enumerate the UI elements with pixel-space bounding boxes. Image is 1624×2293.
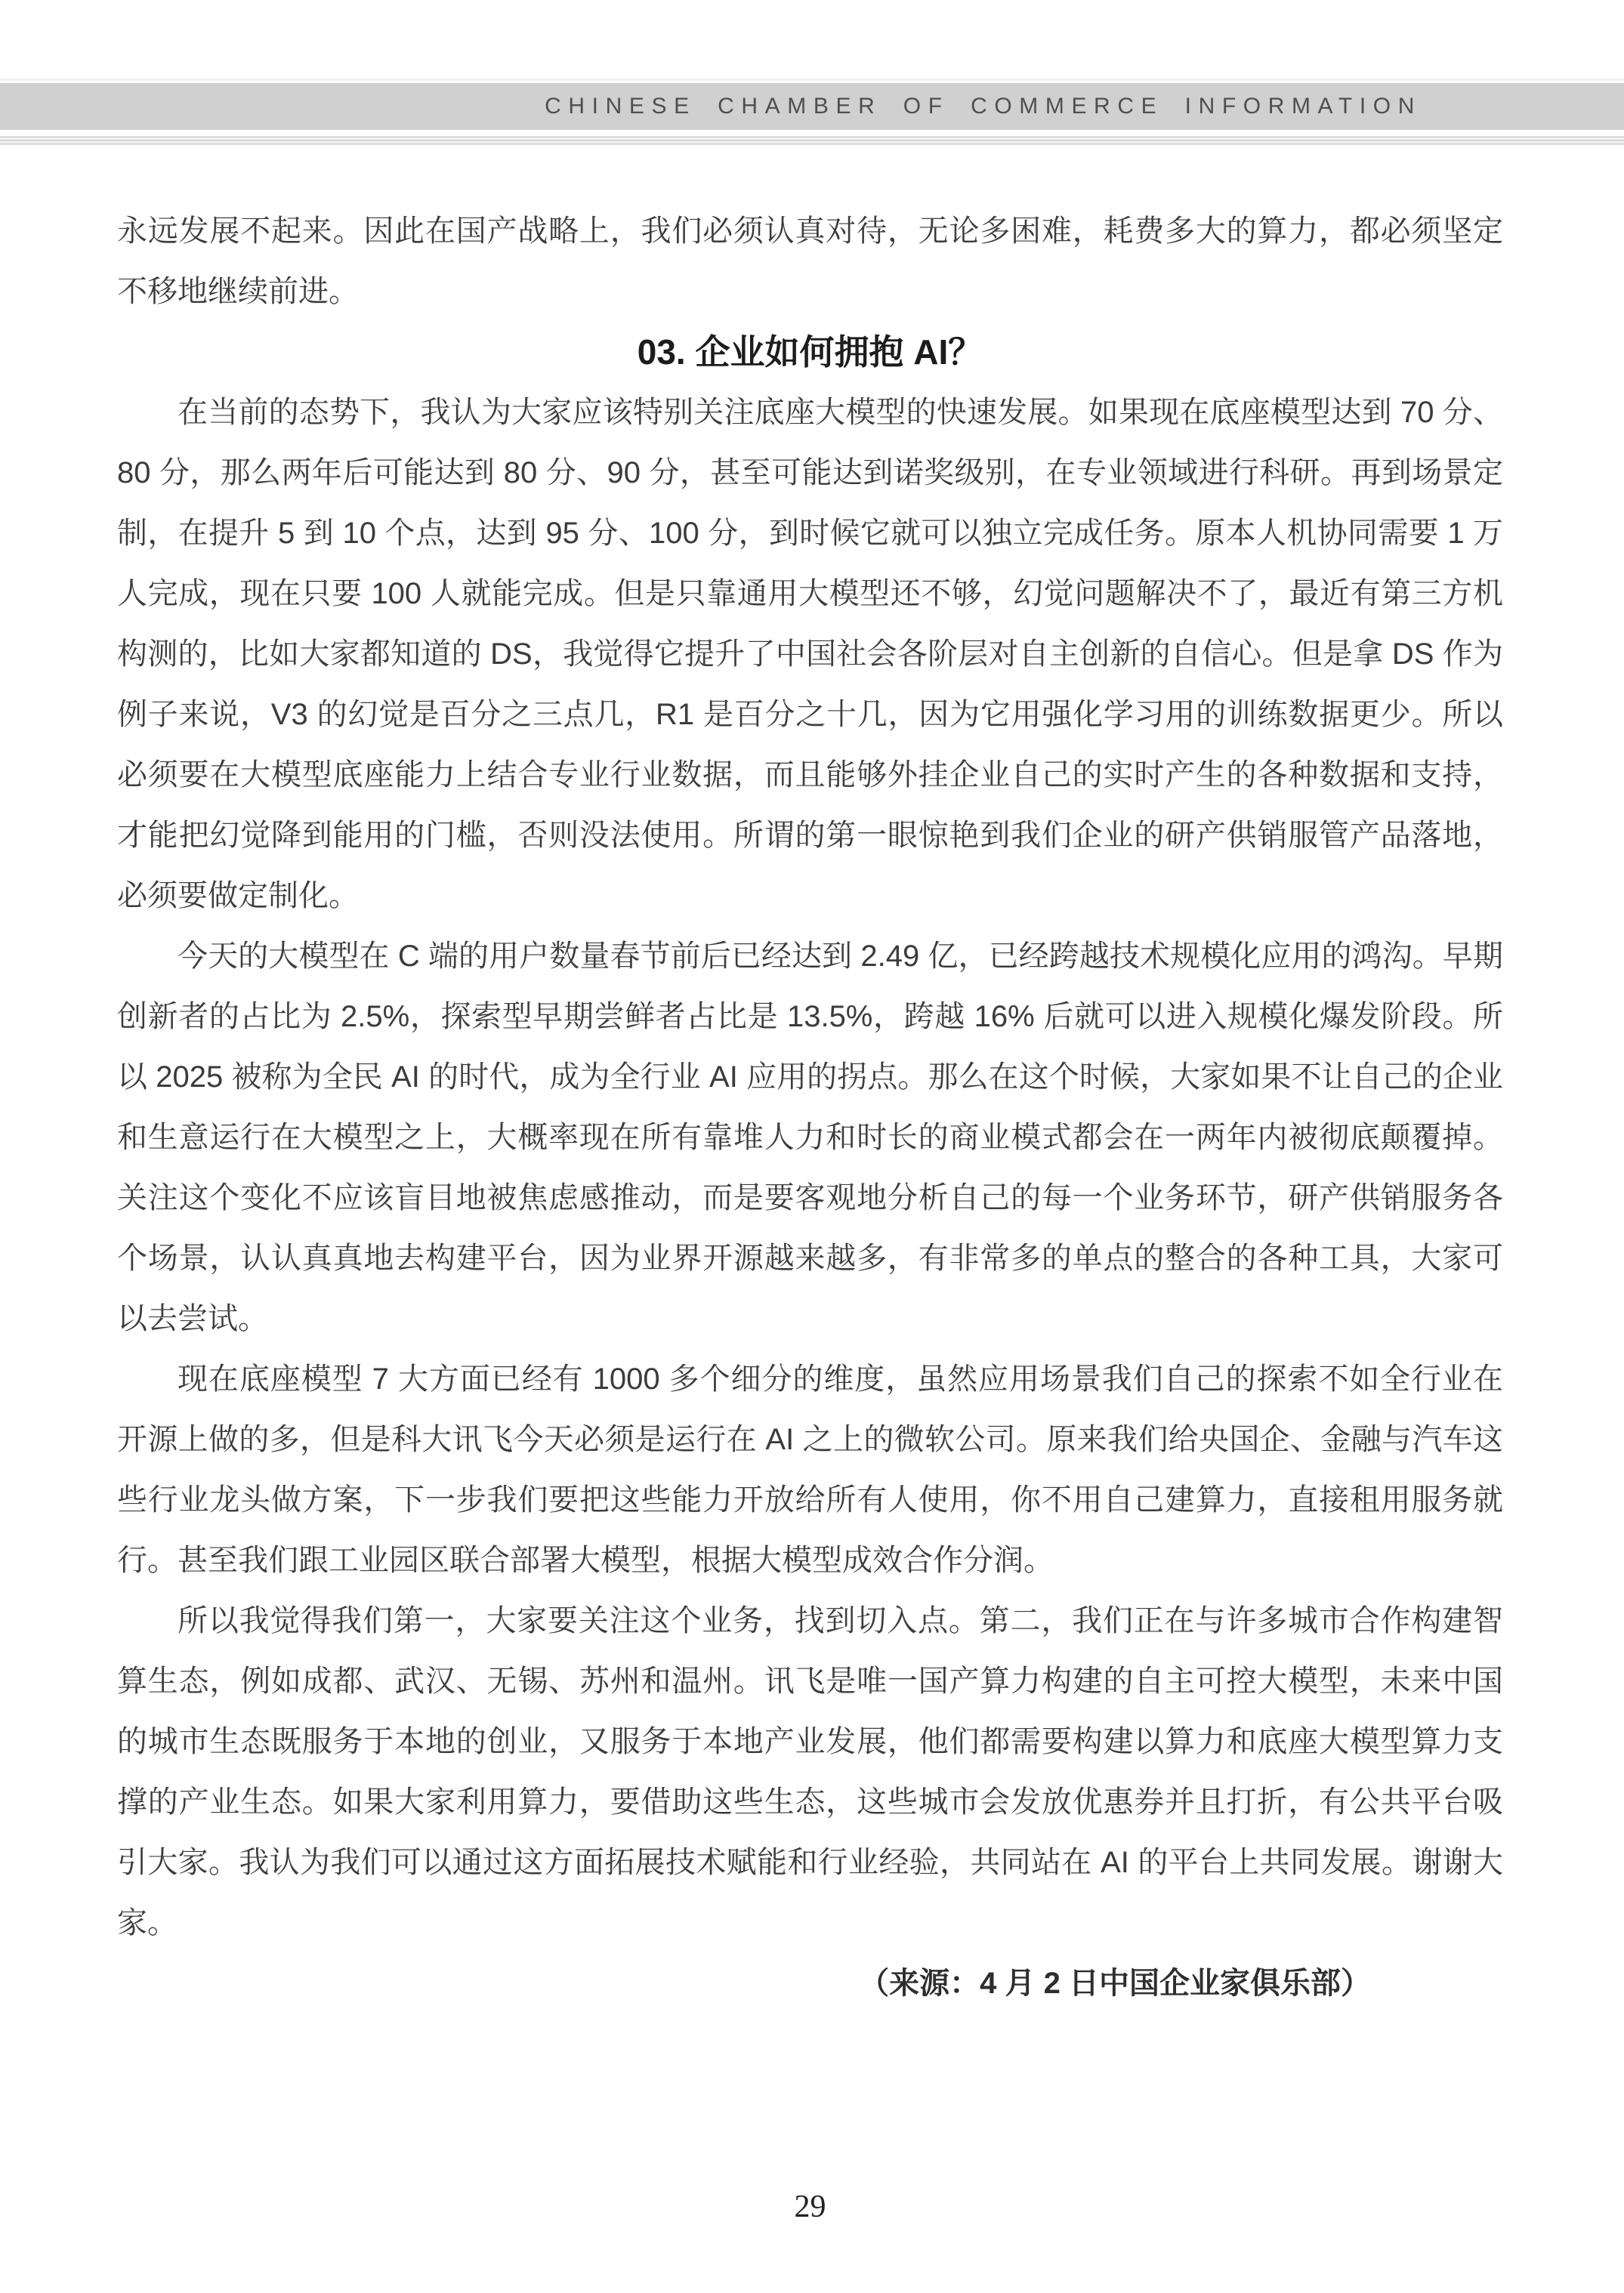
header-bottom-rules xyxy=(0,136,1624,145)
body-paragraph: 现在底座模型 7 大方面已经有 1000 多个细分的维度，虽然应用场景我们自己的探索不如全行业在开源上做的多，但是科大讯飞今天必须是运行在 AI 之上的微软公司。原来我们给央国企、金融与汽车这些行业龙头做方案，下一步我们要把这些能力开放给所有人使用，你不用自己建算力，直接租用服务就行。甚至我们跟工业园区联合部署大模型，根据大模型成效合作分润。 xyxy=(117,1363,1503,1577)
page-number: 29 xyxy=(794,2190,826,2224)
section-heading: 03. 企业如何拥抱 AI？ xyxy=(637,332,983,372)
header-band xyxy=(0,83,1624,130)
header-top-rule xyxy=(0,79,1624,81)
body-paragraph: 所以我觉得我们第一，大家要关注这个业务，找到切入点。第二，我们正在与许多城市合作构建智算生态，例如成都、武汉、无锡、苏州和温州。讯飞是唯一国产算力构建的自主可控大模型，未来中国的城市生态既服务于本地的创业，又服务于本地产业发展，他们都需要构建以算力和底座大模型算力支撑的产业生态。如果大家利用算力，要借助这些生态，这些城市会发放优惠券并且打折，有公共平台吸引大家。我认为我们可以通过这方面拓展技术赋能和行业经验，共同站在 AI 的平台上共同发展。谢谢大家。 xyxy=(117,1604,1503,1940)
source-line: （来源：4 月 2 日中国企业家俱乐部） xyxy=(859,1967,1371,2000)
body-paragraph: 在当前的态势下，我认为大家应该特别关注底座大模型的快速发展。如果现在底座模型达到 70 分、80 分，那么两年后可能达到 80 分、90 分，甚至可能达到诺奖级别，在专业领域进行科研。再到场景定制，在提升 5 到 10 个点，达到 95 分、100 分，到时候它就可以独立完成任务。原本人机协同需要 1 万人完成，现在只要 100 人就能完成。但是只靠通用大模型还不够，幻觉问题解决不了，最近有第三方机构测的，比如大家都知道的 DS，我觉得它提升了中国社会各阶层对自主创新的自信心。但是拿 DS 作为例子来说，V3 的幻觉是百分之三点几，R1 是百分之十几，因为它用强化学习用的训练数据更少。所以必须要在大模型底座能力上结合专业行业数据，而且能够外挂企业自己的实时产生的各种数据和支持，才能把幻觉降到能用的门槛，否则没法使用。所谓的第一眼惊艳到我们企业的研产供销服管产品落地，必须要做定制化。 xyxy=(117,396,1503,912)
article-body xyxy=(117,201,1503,2014)
intro-paragraph: 永远发展不起来。因此在国产战略上，我们必须认真对待，无论多困难，耗费多大的算力，都必须坚定不移地继续前进。 xyxy=(117,214,1503,308)
body-paragraph: 今天的大模型在 C 端的用户数量春节前后已经达到 2.49 亿，已经跨越技术规模化应用的鸿沟。早期创新者的占比为 2.5%，探索型早期尝鲜者占比是 13.5%，跨越 16% 后就可以进入规模化爆发阶段。所以 2025 被称为全民 AI 的时代，成为全行业 AI 应用的拐点。那么在这个时候，大家如果不让自己的企业和生意运行在大模型之上，大概率现在所有靠堆人力和时长的商业模式都会在一两年内被彻底颠覆掉。关注这个变化不应该盲目地被焦虑感推动，而是要客观地分析自己的每一个业务环节，研产供销服务各个场景，认认真真地去构建平台，因为业界开源越来越多，有非常多的单点的整合的各种工具，大家可以去尝试。 xyxy=(117,940,1503,1335)
header-band-title: CHINESE CHAMBER OF COMMERCE INFORMATION xyxy=(545,94,1422,119)
